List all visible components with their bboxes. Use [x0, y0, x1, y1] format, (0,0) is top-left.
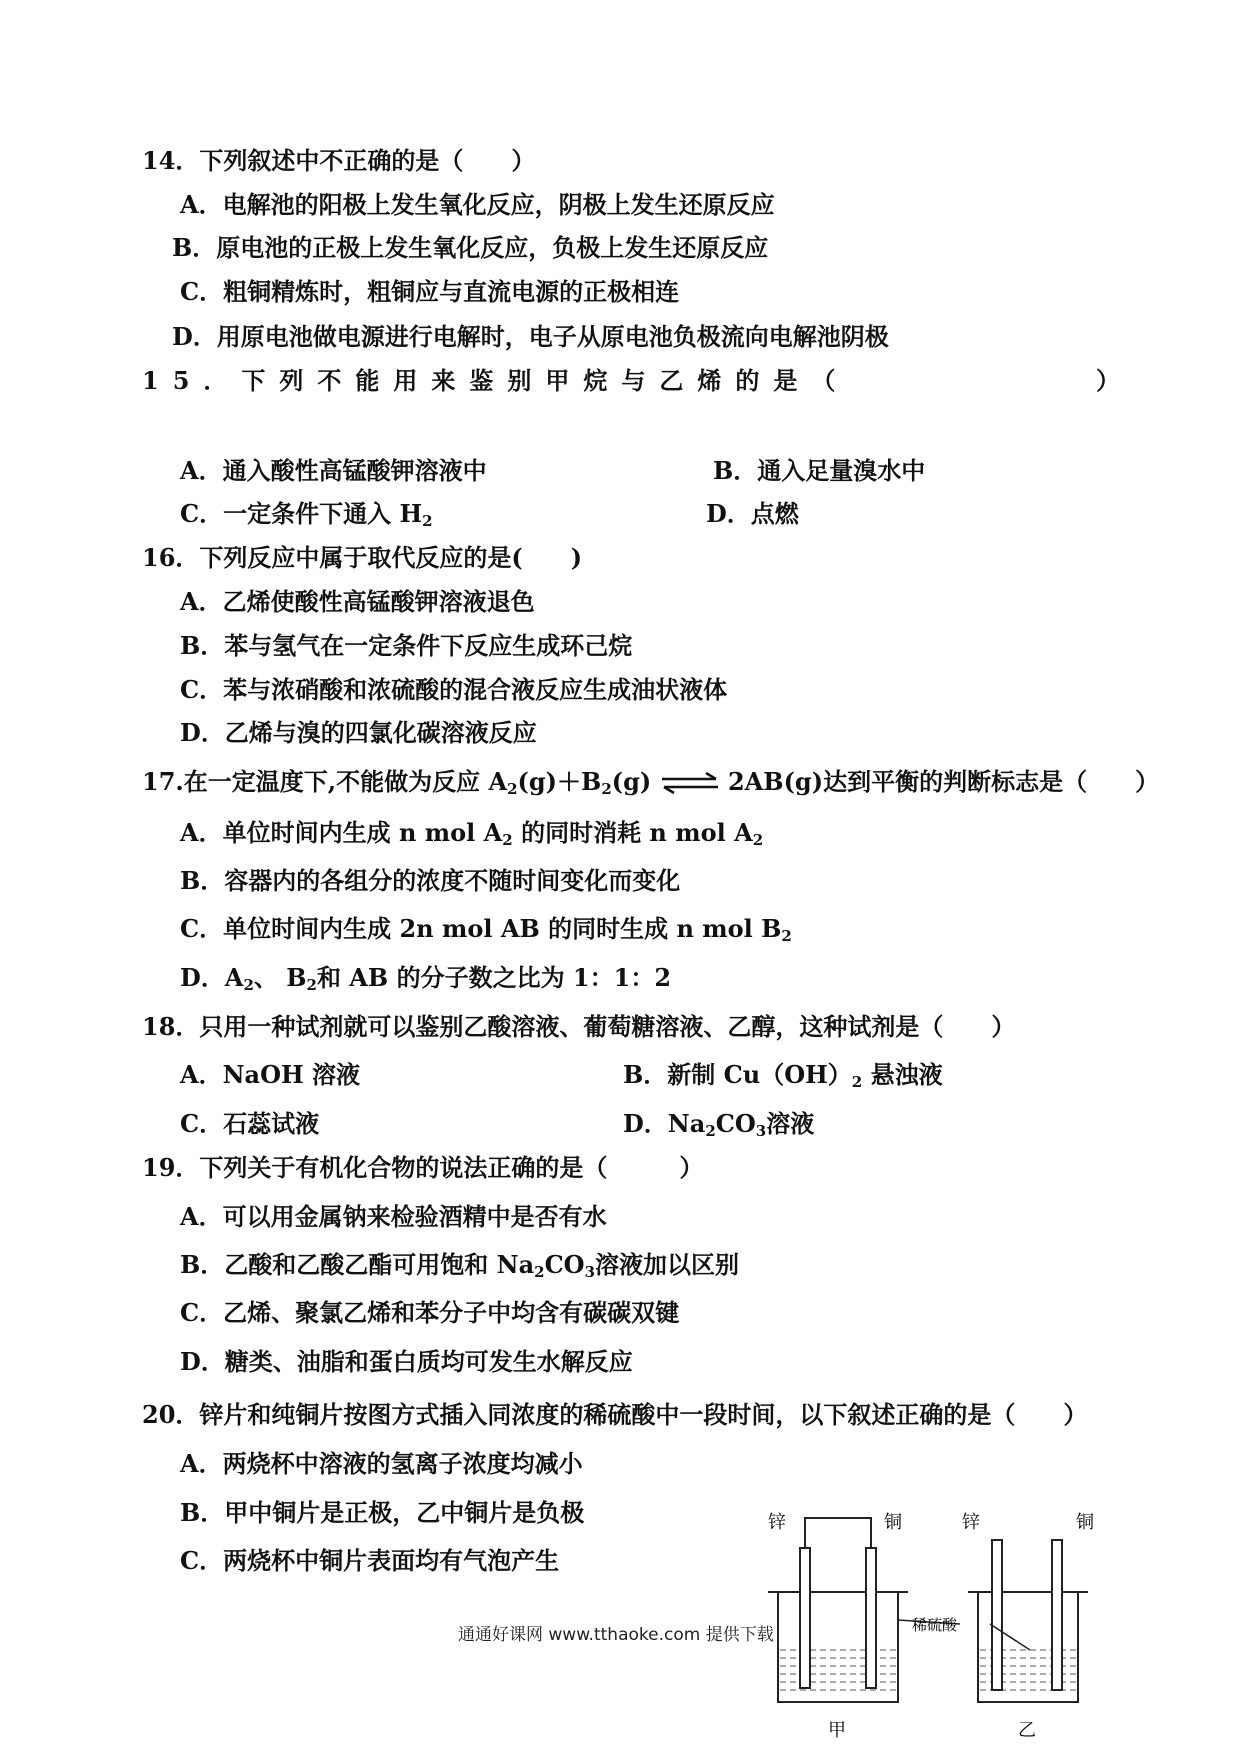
zinc-electrode-jia [800, 1548, 810, 1688]
galvanic-cell-figure [760, 1500, 1120, 1754]
q14-option-b: B．原电池的正极上发生氧化反应，负极上发生还原反应 [172, 233, 769, 262]
label-acid: 稀硫酸 [912, 1616, 958, 1634]
q20-option-a: A．两烧杯中溶液的氢离子浓度均减小 [180, 1449, 583, 1478]
zinc-electrode-yi [992, 1540, 1002, 1690]
wire [805, 1518, 871, 1548]
label-zinc-yi: 锌 [962, 1512, 980, 1533]
copper-electrode-jia [866, 1548, 876, 1688]
q16-option-c: C．苯与浓硝酸和浓硫酸的混合液反应生成油状液体 [180, 675, 728, 704]
q14-option-c: C．粗铜精炼时，粗铜应与直流电源的正极相连 [180, 277, 680, 306]
equilibrium-arrow-icon [660, 770, 720, 796]
q16-option-d: D．乙烯与溴的四氯化碳溶液反应 [180, 718, 537, 747]
label-yi: 乙 [1018, 1720, 1036, 1741]
label-copper-jia: 铜 [884, 1512, 902, 1533]
q18-option-d: D．$Na_2CO_3$溶液 [623, 1109, 815, 1140]
label-copper-yi: 铜 [1076, 1512, 1094, 1533]
q17-stem: 17.在一定温度下,不能做为反应 $A_2(g)+B_2(g)$ 2AB(g)达到平衡的判断标志是（ ） [142, 767, 1160, 798]
q15-option-b: B．通入足量溴水中 [713, 456, 926, 485]
q20-stem: 20．锌片和纯铜片按图方式插入同浓度的稀硫酸中一段时间，以下叙述正确的是（ ） [142, 1400, 1088, 1429]
q14-option-a: A．电解池的阳极上发生氧化反应，阴极上发生还原反应 [180, 190, 775, 219]
q18-stem: 18．只用一种试剂就可以鉴别乙酸溶液、葡萄糖溶液、乙醇，这种试剂是（ ） [142, 1012, 1016, 1041]
q19-option-d: D．糖类、油脂和蛋白质均可发生水解反应 [180, 1347, 633, 1376]
beaker-yi [968, 1540, 1088, 1702]
q19-option-a: A．可以用金属钠来检验酒精中是否有水 [180, 1202, 607, 1231]
q20-option-b: B．甲中铜片是正极，乙中铜片是负极 [180, 1498, 585, 1527]
q18-option-c: C．石蕊试液 [180, 1109, 320, 1138]
q19-option-c: C．乙烯、聚氯乙烯和苯分子中均含有碳碳双键 [180, 1298, 680, 1327]
q18-option-a: A．NaOH 溶液 [180, 1060, 361, 1089]
q16-option-b: B．苯与氢气在一定条件下反应生成环己烷 [180, 631, 633, 660]
q19-option-b: B．乙酸和乙酸乙酯可用饱和 $Na_2CO_3$溶液加以区别 [180, 1250, 740, 1281]
q20-option-c: C．两烧杯中铜片表面均有气泡产生 [180, 1546, 560, 1575]
q18-option-b: B．新制 $Cu(OH)_2$ 悬浊液 [623, 1060, 943, 1091]
q17-option-b: B．容器内的各组分的浓度不随时间变化而变化 [180, 866, 681, 895]
q15-option-a: A．通入酸性高锰酸钾溶液中 [180, 456, 487, 485]
beaker-jia [768, 1518, 908, 1702]
q15-option-d: D．点燃 [706, 499, 799, 528]
label-zinc-jia: 锌 [768, 1512, 786, 1533]
q17-option-a: A．单位时间内生成 n mol $A_2$ 的同时消耗 n mol $A_2$ [180, 818, 764, 849]
q17-option-c: C．单位时间内生成 2n mol AB 的同时生成 n mol $B_2$ [180, 914, 792, 945]
q15-option-c: C．一定条件下通入 $H_2$ [180, 499, 433, 530]
label-jia: 甲 [828, 1720, 846, 1741]
copper-electrode-yi [1052, 1540, 1062, 1690]
q17-option-d: D．$A_2$、 $B_2$和 AB 的分子数之比为 1：1：2 [180, 963, 672, 994]
footer-watermark: 通通好课网 www.tthaoke.com 提供下载 [458, 1625, 774, 1645]
q16-stem: 16．下列反应中属于取代反应的是( ) [142, 543, 583, 572]
q14-stem: 14．下列叙述中不正确的是（ ） [142, 146, 536, 175]
q19-stem: 19．下列关于有机化合物的说法正确的是（ ） [142, 1153, 704, 1182]
q15-stem: 15．下列不能用来鉴别甲烷与乙烯的是（ [142, 366, 850, 395]
q15-close-paren: ） [1096, 366, 1120, 395]
q14-option-d: D．用原电池做电源进行电解时，电子从原电池负极流向电解池阴极 [172, 322, 889, 351]
q16-option-a: A．乙烯使酸性高锰酸钾溶液退色 [180, 587, 535, 616]
